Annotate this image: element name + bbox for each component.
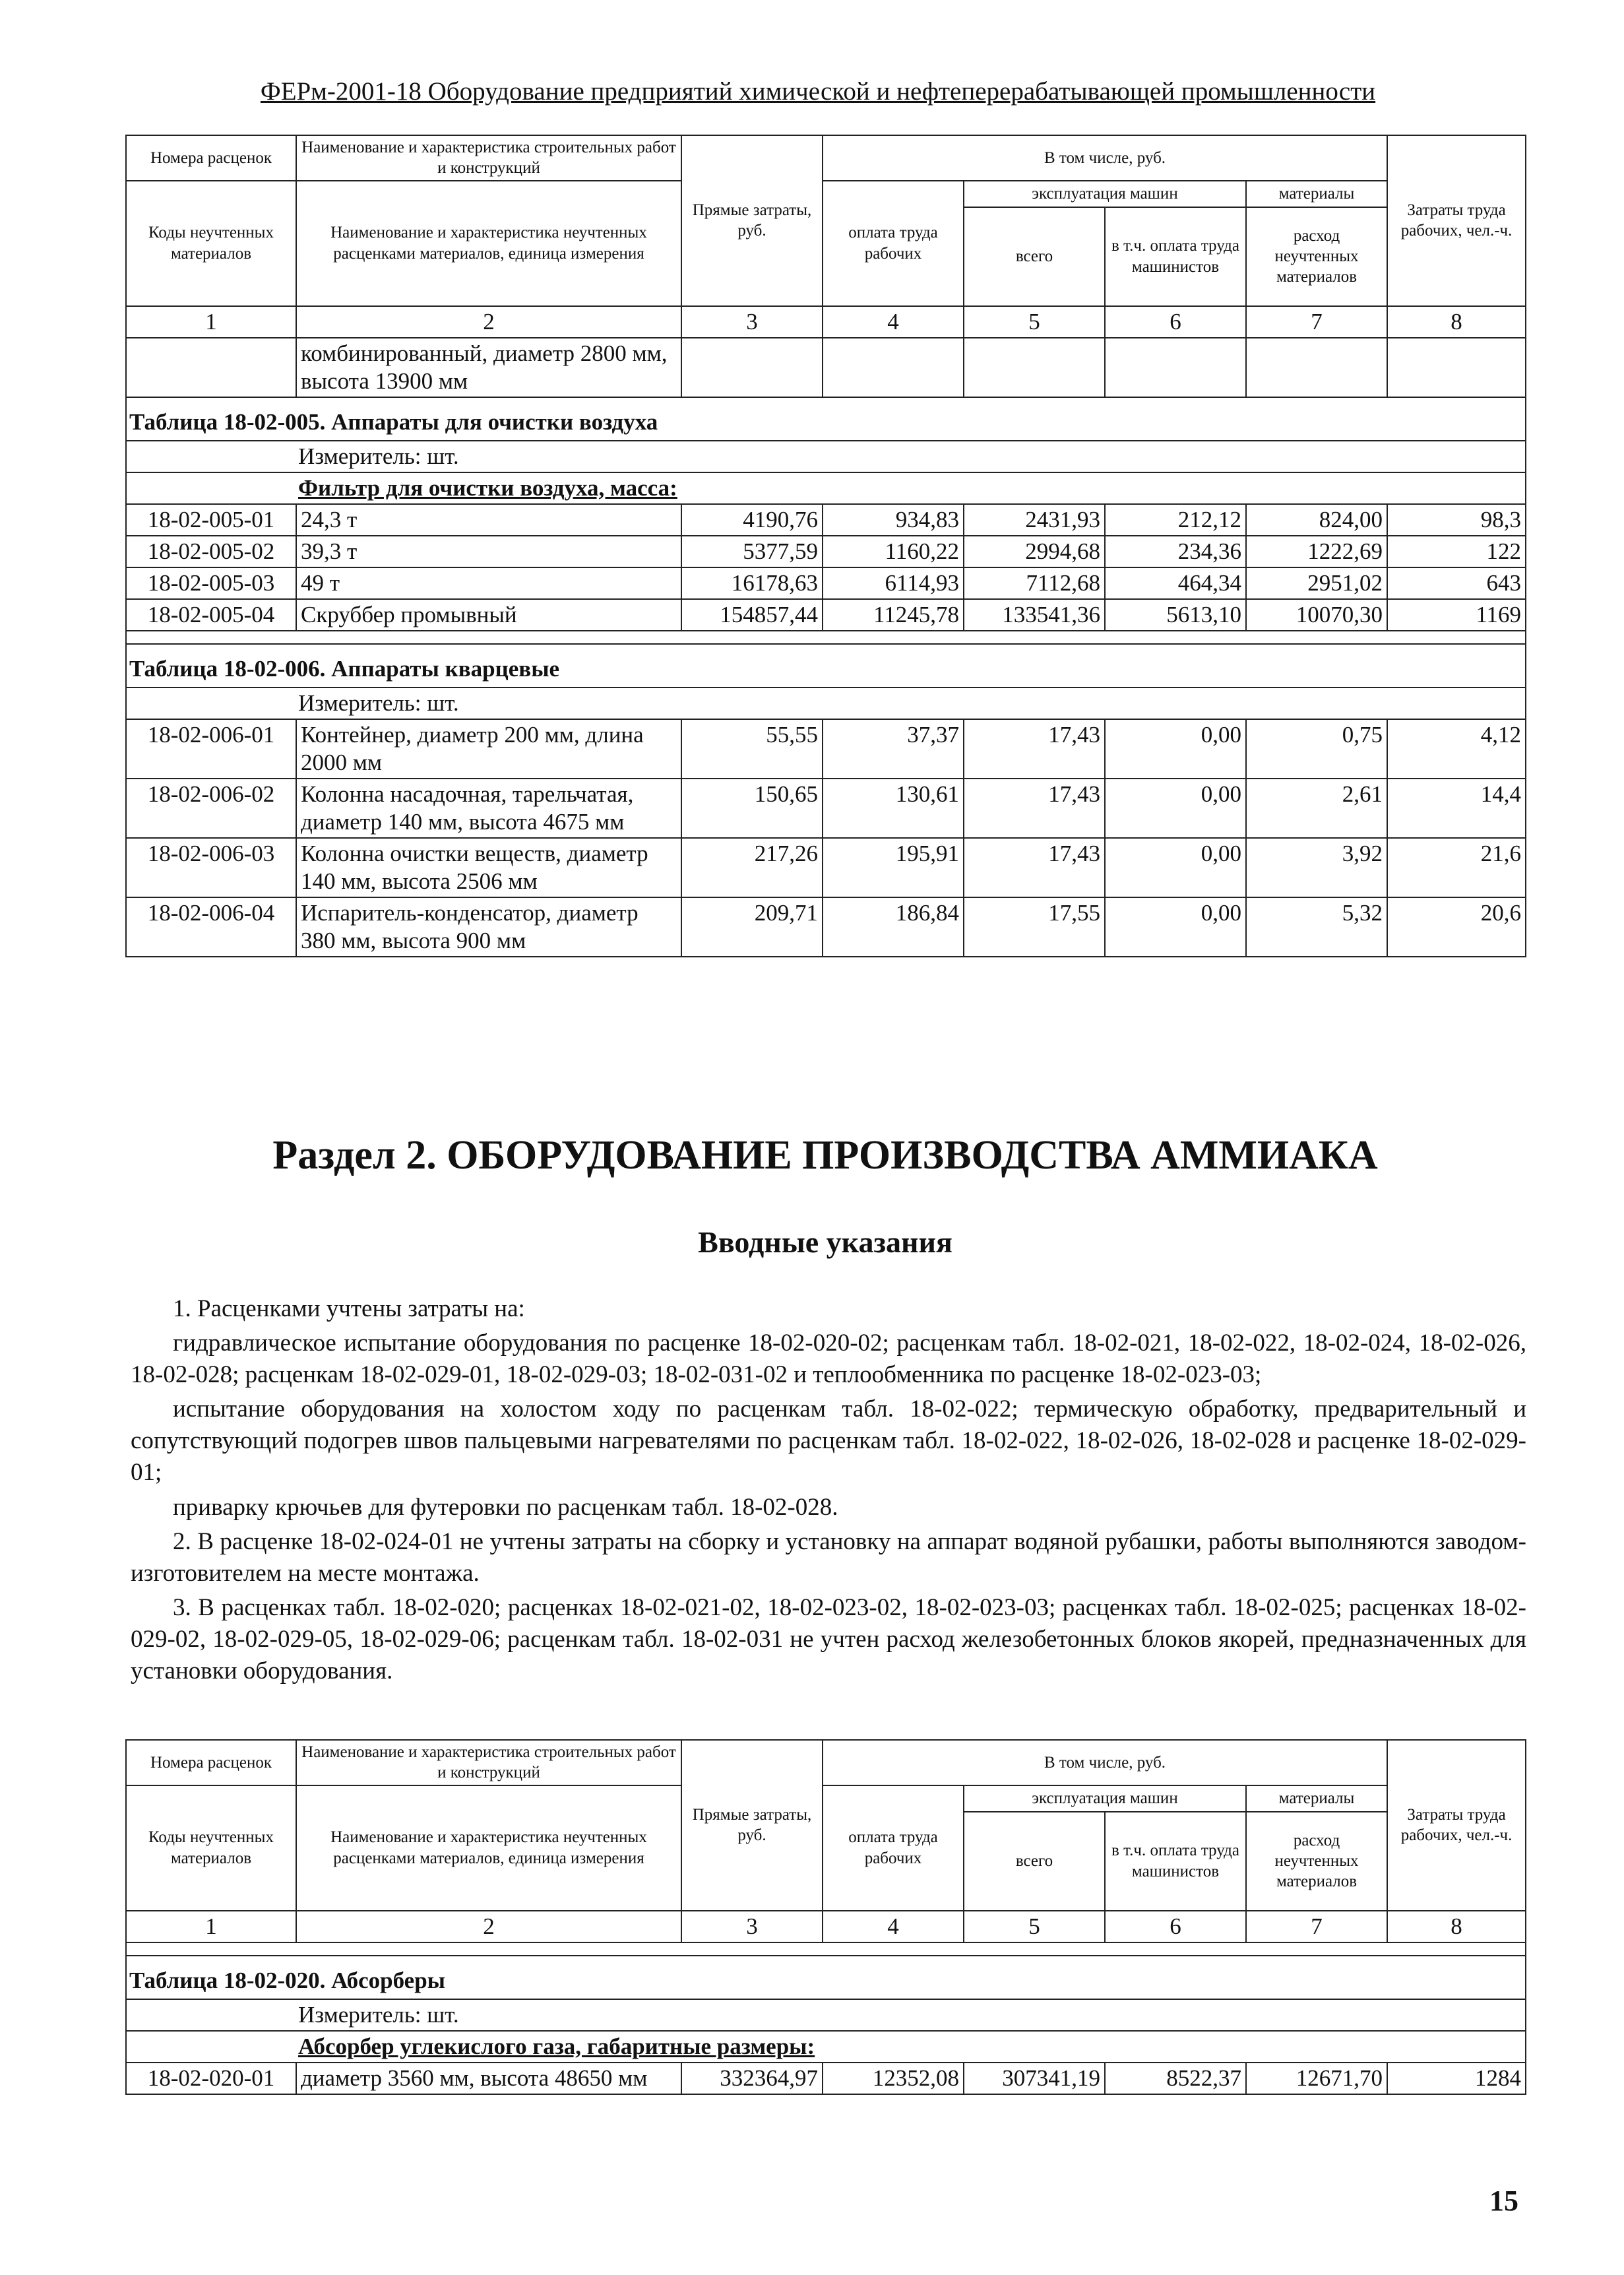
labor-pay-cell: 12352,08 [823, 2063, 964, 2094]
direct-costs-cell: 55,55 [681, 719, 823, 779]
table-020-title: Таблица 18-02-020. Абсорберы [126, 1956, 1526, 1999]
machinists-pay-cell: 0,00 [1105, 897, 1246, 957]
labor-hours-cell: 122 [1387, 536, 1526, 567]
materials-cost-cell: 1222,69 [1246, 536, 1387, 567]
rate-name-cell: Контейнер, диаметр 200 мм, длина 2000 мм [296, 719, 681, 779]
materials-cost-cell: 824,00 [1246, 504, 1387, 536]
labor-pay-cell: 1160,22 [823, 536, 964, 567]
machinists-pay-cell: 0,00 [1105, 779, 1246, 838]
table-020-body [126, 2063, 1526, 2094]
group-header: В том числе, руб. [823, 135, 1387, 181]
table-row [126, 838, 1526, 897]
labor-hours-cell: 643 [1387, 567, 1526, 599]
machinists-pay-cell: 5613,10 [1105, 599, 1246, 631]
page-number: 15 [1489, 2185, 1518, 2217]
index-cell: 4 [823, 306, 964, 338]
rates-table-upper [125, 135, 1526, 957]
materials-cost-cell: 10070,30 [1246, 599, 1387, 631]
intro-paragraph: гидравлическое испытание оборудования по расценке 18-02-020-02; расценкам табл. 18-02-021, 18-02-022, 18-02-024, 18-02-026, 18-02-028; расценкам 18-02-029-01, 18-02-029-03; 18-02-031-02 и теплообменника по расценке 18-02-023-03; [131, 1330, 1526, 1389]
intro-paragraph: 3. В расценках табл. 18-02-020; расценках 18-02-021-02, 18-02-023-02, 18-02-023-03; расценках табл. 18-02-025; расценках 18-02-029-02, 18-02-029-05, 18-02-029-06; расценкам табл. 18-02-031 не учтен расход железобетонных блоков якорей, предназначенных для установки оборудования. [131, 1593, 1526, 1685]
direct-costs-cell: 5377,59 [681, 536, 823, 567]
table-005-title: Таблица 18-02-005. Аппараты для очистки воздуха [126, 397, 1526, 441]
col7-header: расход неучтенных материалов [1246, 1812, 1387, 1911]
col2-top-header: Наименование и характеристика строительных работ и конструкций [296, 135, 681, 181]
machines-total-cell: 17,55 [964, 897, 1105, 957]
rate-name-cell: Испаритель-конденсатор, диаметр 380 мм, высота 900 мм [296, 897, 681, 957]
labor-pay-cell: 934,83 [823, 504, 964, 536]
rate-code-cell: 18-02-020-01 [126, 2063, 296, 2094]
labor-pay-cell: 195,91 [823, 838, 964, 897]
col6-header: в т.ч. оплата труда машинистов [1105, 207, 1246, 306]
labor-pay-cell: 130,61 [823, 779, 964, 838]
continuation-text: комбинированный, диаметр 2800 мм, высота 13900 мм [296, 338, 681, 397]
section-title: Раздел 2. ОБОРУДОВАНИЕ ПРОИЗВОДСТВА АММИАКА [272, 1133, 1378, 1178]
machines-total-cell: 307341,19 [964, 2063, 1105, 2094]
labor-hours-cell: 21,6 [1387, 838, 1526, 897]
col5-header: всего [964, 207, 1105, 306]
index-cell: 8 [1387, 1911, 1526, 1942]
col3-header: Прямые затраты, руб. [681, 135, 823, 306]
col8-header: Затраты труда рабочих, чел.-ч. [1387, 1740, 1526, 1911]
machines-total-cell: 17,43 [964, 719, 1105, 779]
rate-name-cell: Скруббер промывный [296, 599, 681, 631]
table-row [126, 536, 1526, 567]
labor-pay-cell: 11245,78 [823, 599, 964, 631]
rate-code-cell: 18-02-006-02 [126, 779, 296, 838]
table-005-body [126, 504, 1526, 631]
rate-code-cell: 18-02-006-04 [126, 897, 296, 957]
rate-code-cell: 18-02-005-04 [126, 599, 296, 631]
rate-code-cell: 18-02-006-03 [126, 838, 296, 897]
table-row [126, 599, 1526, 631]
column-index-row [126, 306, 1526, 338]
rate-name-cell: 49 т [296, 567, 681, 599]
column-index-row [126, 1911, 1526, 1942]
col2-bottom-header: Наименование и характеристика неучтенных расценками материалов, единица измерения [296, 181, 681, 306]
direct-costs-cell: 209,71 [681, 897, 823, 957]
table-row [126, 504, 1526, 536]
table-006-body [126, 719, 1526, 957]
table-row [126, 779, 1526, 838]
rate-code-cell: 18-02-006-01 [126, 719, 296, 779]
rate-code-cell: 18-02-005-03 [126, 567, 296, 599]
materials-cost-cell: 2951,02 [1246, 567, 1387, 599]
group-header: В том числе, руб. [823, 1740, 1387, 1785]
direct-costs-cell: 332364,97 [681, 2063, 823, 2094]
materials-cost-cell: 0,75 [1246, 719, 1387, 779]
labor-hours-cell: 20,6 [1387, 897, 1526, 957]
rate-name-cell: диаметр 3560 мм, высота 48650 мм [296, 2063, 681, 2094]
machines-total-cell: 2431,93 [964, 504, 1105, 536]
col5-header: всего [964, 1812, 1105, 1911]
machines-total-cell: 17,43 [964, 779, 1105, 838]
col7-header: расход неучтенных материалов [1246, 207, 1387, 306]
machines-header: эксплуатация машин [964, 181, 1246, 207]
materials-cost-cell: 5,32 [1246, 897, 1387, 957]
machines-total-cell: 7112,68 [964, 567, 1105, 599]
index-cell: 6 [1105, 306, 1246, 338]
col1-bottom-header: Коды неучтенных материалов [126, 181, 296, 306]
machinists-pay-cell: 464,34 [1105, 567, 1246, 599]
rate-code-cell: 18-02-005-02 [126, 536, 296, 567]
materials-cost-cell: 12671,70 [1246, 2063, 1387, 2094]
rate-name-cell: 24,3 т [296, 504, 681, 536]
index-cell: 5 [964, 1911, 1105, 1942]
col8-header: Затраты труда рабочих, чел.-ч. [1387, 135, 1526, 306]
index-cell: 3 [681, 1911, 823, 1942]
labor-hours-cell: 14,4 [1387, 779, 1526, 838]
table-006-title: Таблица 18-02-006. Аппараты кварцевые [126, 644, 1526, 688]
col2-top-header: Наименование и характеристика строительных работ и конструкций [296, 1740, 681, 1785]
machinists-pay-cell: 0,00 [1105, 719, 1246, 779]
col6-header: в т.ч. оплата труда машинистов [1105, 1812, 1246, 1911]
col3-header: Прямые затраты, руб. [681, 1740, 823, 1911]
machines-header: эксплуатация машин [964, 1785, 1246, 1812]
col2-bottom-header: Наименование и характеристика неучтенных расценками материалов, единица измерения [296, 1785, 681, 1911]
index-cell: 7 [1246, 306, 1387, 338]
machinists-pay-cell: 0,00 [1105, 838, 1246, 897]
intro-paragraph: 1. Расценками учтены затраты на: [173, 1295, 525, 1322]
rates-table-lower [125, 1739, 1526, 2095]
labor-hours-cell: 4,12 [1387, 719, 1526, 779]
machinists-pay-cell: 234,36 [1105, 536, 1246, 567]
index-cell: 3 [681, 306, 823, 338]
intro-paragraph: приварку крючьев для футеровки по расценкам табл. 18-02-028. [173, 1493, 838, 1521]
table-row [126, 567, 1526, 599]
index-cell: 4 [823, 1911, 964, 1942]
direct-costs-cell: 150,65 [681, 779, 823, 838]
intro-text [131, 1293, 1526, 1690]
rate-code-cell: 18-02-005-01 [126, 504, 296, 536]
materials-header: материалы [1246, 181, 1387, 207]
table-005-subhead: Фильтр для очистки воздуха, масса: [126, 472, 1526, 504]
labor-pay-cell: 6114,93 [823, 567, 964, 599]
table-row [126, 2063, 1526, 2094]
index-cell: 2 [296, 306, 681, 338]
col4-header: оплата труда рабочих [823, 1785, 964, 1911]
direct-costs-cell: 217,26 [681, 838, 823, 897]
table-row [126, 897, 1526, 957]
machines-total-cell: 133541,36 [964, 599, 1105, 631]
rate-name-cell: 39,3 т [296, 536, 681, 567]
machines-total-cell: 2994,68 [964, 536, 1105, 567]
direct-costs-cell: 154857,44 [681, 599, 823, 631]
machinists-pay-cell: 8522,37 [1105, 2063, 1246, 2094]
index-cell: 6 [1105, 1911, 1246, 1942]
labor-hours-cell: 98,3 [1387, 504, 1526, 536]
materials-header: материалы [1246, 1785, 1387, 1812]
table-005-unit: Измеритель: шт. [126, 441, 1526, 472]
col1-top-header: Номера расценок [126, 1740, 296, 1785]
labor-pay-cell: 186,84 [823, 897, 964, 957]
index-cell: 8 [1387, 306, 1526, 338]
machines-total-cell: 17,43 [964, 838, 1105, 897]
index-cell: 7 [1246, 1911, 1387, 1942]
col4-header: оплата труда рабочих [823, 181, 964, 306]
rate-name-cell: Колонна насадочная, тарельчатая, диаметр 140 мм, высота 4675 мм [296, 779, 681, 838]
intro-paragraph: испытание оборудования на холостом ходу по расценкам табл. 18-02-022; термическую обработку, предварительный и сопутствующий подогрев швов пальцевыми нагревателями по расценкам табл. 18-02-022, 18-02-026, 18-02-028 и расценке 18-02-029-01; [131, 1395, 1526, 1487]
intro-paragraph: 2. В расценке 18-02-024-01 не учтены затраты на сборку и установку на аппарат водяной рубашки, работы выполняются заводом-изготовителем на месте монтажа. [131, 1527, 1526, 1587]
table-006-unit: Измеритель: шт. [126, 688, 1526, 719]
table-row [126, 719, 1526, 779]
direct-costs-cell: 4190,76 [681, 504, 823, 536]
index-cell: 2 [296, 1911, 681, 1942]
labor-pay-cell: 37,37 [823, 719, 964, 779]
index-cell: 5 [964, 306, 1105, 338]
index-cell: 1 [126, 306, 296, 338]
labor-hours-cell: 1284 [1387, 2063, 1526, 2094]
table-020-unit: Измеритель: шт. [126, 1999, 1526, 2031]
col1-top-header: Номера расценок [126, 135, 296, 181]
labor-hours-cell: 1169 [1387, 599, 1526, 631]
col1-bottom-header: Коды неучтенных материалов [126, 1785, 296, 1911]
intro-title: Вводные указания [698, 1225, 953, 1259]
materials-cost-cell: 2,61 [1246, 779, 1387, 838]
running-title: ФЕРм-2001-18 Оборудование предприятий химической и нефтеперерабатывающей промышленности [260, 77, 1376, 106]
index-cell: 1 [126, 1911, 296, 1942]
direct-costs-cell: 16178,63 [681, 567, 823, 599]
machinists-pay-cell: 212,12 [1105, 504, 1246, 536]
materials-cost-cell: 3,92 [1246, 838, 1387, 897]
table-020-subhead: Абсорбер углекислого газа, габаритные размеры: [126, 2031, 1526, 2063]
rate-name-cell: Колонна очистки веществ, диаметр 140 мм, высота 2506 мм [296, 838, 681, 897]
continuation-row [126, 338, 1526, 397]
